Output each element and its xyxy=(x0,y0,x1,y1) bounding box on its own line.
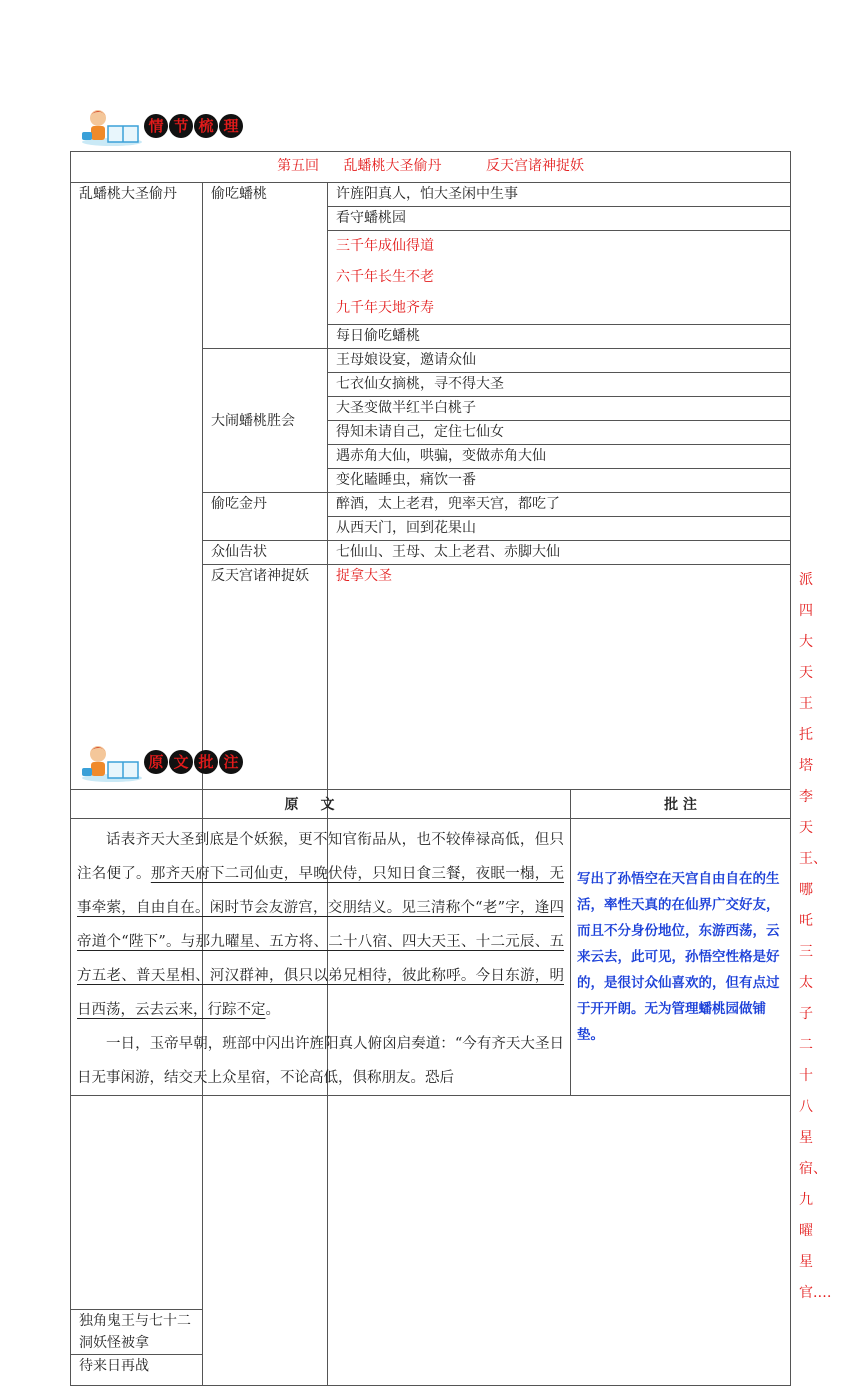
chapter-title-part1: 乱蟠桃大圣偷丹 xyxy=(343,158,442,174)
original-end: 。 xyxy=(265,1002,280,1018)
reading-child-icon xyxy=(78,106,146,148)
plot-item-red: 六千年长生不老 xyxy=(336,269,434,285)
section-title-char: 文 xyxy=(169,750,193,774)
header-note: 批 注 xyxy=(571,790,791,819)
plot-item-red: 九千年天地齐寿 xyxy=(336,300,434,316)
plot-item-red: 三千年成仙得道 xyxy=(336,238,434,254)
header-original: 原文 xyxy=(71,790,571,819)
section-title-char: 原 xyxy=(144,750,168,774)
original-paragraph: 一日，玉帝早朝，班部中闪出许旌阳真人俯囟启奏道：“今有齐天大圣日日无事闲游，结交天上众星宿，不论高低，俱称朋友。恐后 xyxy=(77,1036,564,1086)
section-title-char: 情 xyxy=(144,114,168,138)
annotation-note: 写出了孙悟空在天宫自由自在的生活，率性天真的在仙界广交好友，而且不分身份地位，东游西荡，云来云去，此可见，孙悟空性格是好的，是很讨众仙喜欢的，但有点过于开开朗。无为管理蟠桃园做铺垫。 xyxy=(571,819,791,1096)
plot-table: 第五回 乱蟠桃大圣偷丹 反天宫诸神捉妖 乱蟠桃大圣偷丹 偷吃蟠桃 许旌阳真人，怕大圣闲中生事 看守蟠桃园 三千年成仙得道 六千年长生不老 九千年天地齐寿 每日偷吃蟠桃 大闹蟠桃胜会 王母娘设宴，邀请众仙 七衣仙女摘桃，寻不得大圣 大圣变做半红半白桃子 得知未请自己，定住七仙女 遇赤角大仙，哄骗，变做赤角大仙 变化瞌睡虫，痛饮一番 偷吃金丹 醉酒，太上老君，兜率天宫，都吃了 从西天门，回到花果山 众仙告状 七仙山、王母、太上老君、赤脚大仙 反天宫诸神捉妖 捉拿大圣 派四大天王 托塔李天王、哪吒三太子 二十八星宿、九曜星官.… 独角鬼王与七十二洞妖怪被拿 待来日再战 xyxy=(70,151,791,1386)
annotation-table xyxy=(70,789,791,1096)
plot-item: 遇赤角大仙，哄骗，变做赤角大仙 xyxy=(328,445,791,469)
plot-item: 大圣变做半红半白桃子 xyxy=(328,397,791,421)
section-header-plot xyxy=(78,106,278,148)
section-title-char: 理 xyxy=(219,114,243,138)
section-label: 偷吃金丹 xyxy=(203,493,328,541)
section-title-char: 节 xyxy=(169,114,193,138)
part-a-label: 乱蟠桃大圣偷丹 xyxy=(71,183,203,1310)
plot-item: 许旌阳真人，怕大圣闲中生事 xyxy=(328,183,791,207)
plot-item: 得知未请自己，定住七仙女 xyxy=(328,421,791,445)
original-underlined: 那齐天府下二司仙吏，早晚伏侍，只知日食三餐，夜眠一榻，无事牵萦，自由自在。闲时节会友游宫，交朋结义。见三清称个“老”字，逢四帝道个“陛下”。与那九曜星、五方将、二十八宿、四大天王、十二元辰、五方五老、普天星相、河汉群神，俱只以弟兄相待，彼此称呼。今日东游，明日西荡，云去云来，行踪不定 xyxy=(77,866,564,1018)
plot-item: 每日偷吃蟠桃 xyxy=(328,325,791,349)
section-label-red: 捉拿大圣 xyxy=(328,565,791,1386)
plot-item: 独角鬼王与七十二洞妖怪被拿 xyxy=(71,1310,203,1355)
plot-item: 王母娘设宴，邀请众仙 xyxy=(328,349,791,373)
original-paragraph xyxy=(77,823,564,1027)
plot-item: 待来日再战 xyxy=(71,1355,203,1386)
section-title-char: 注 xyxy=(219,750,243,774)
section-label: 偷吃蟠桃 xyxy=(203,183,328,349)
plot-item-red-group xyxy=(328,231,791,325)
chapter-number: 第五回 xyxy=(277,158,320,174)
part-b-label: 反天宫诸神捉妖 xyxy=(203,565,328,1386)
plot-item: 从西天门，回到花果山 xyxy=(328,517,791,541)
plot-item: 变化瞌睡虫，痛饮一番 xyxy=(328,469,791,493)
original-text xyxy=(71,819,571,1096)
section-header-annotation xyxy=(78,742,278,784)
plot-item: 七仙山、王母、太上老君、赤脚大仙 xyxy=(328,541,791,565)
section-title-char: 梳 xyxy=(194,114,218,138)
section-title-char: 批 xyxy=(194,750,218,774)
plot-title xyxy=(71,152,791,183)
plot-item: 看守蟠桃园 xyxy=(328,207,791,231)
section-label: 众仙告状 xyxy=(203,541,328,565)
original-plain: 话表齐天大圣到底是个妖猴，更不知官衔品从，也不较俸禄高低，但只注名便了。 xyxy=(77,832,564,882)
chapter-title-part2: 反天宫诸神捉妖 xyxy=(485,158,584,174)
plot-item: 醉酒，太上老君，兜率天宫，都吃了 xyxy=(328,493,791,517)
reading-child-icon xyxy=(78,742,146,784)
section-label: 大闹蟠桃胜会 xyxy=(203,349,328,493)
plot-item: 七衣仙女摘桃，寻不得大圣 xyxy=(328,373,791,397)
